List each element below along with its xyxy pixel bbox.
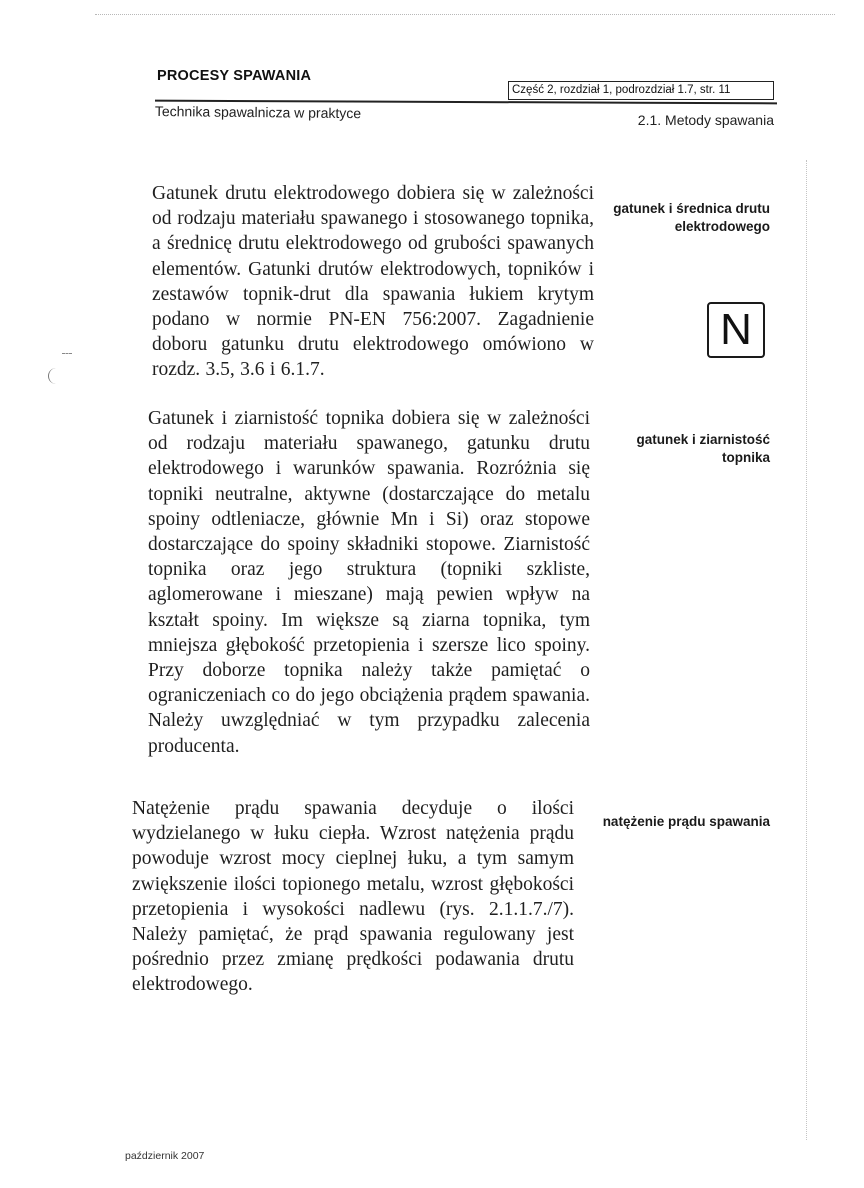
scan-artifact xyxy=(48,368,57,384)
footer-date: październik 2007 xyxy=(125,1150,205,1162)
paragraph-drut-elektrodowy: Gatunek drutu elektrodowego dobiera się w zależności od rodzaju materiału spawanego i stosowanego topnika, a średnicę drutu elektrodowego od grubości spawanych elementów. Gatunki drutów elektrodowych, topników i zestawów topnik-drut dla spawania łukiem krytym podano w normie PN-EN 756:2007. Zagadnienie doboru gatunku drutu elektrodowego omówiono w rozdz. 3.5, 3.6 i 6.1.7. xyxy=(152,183,594,381)
margin-note-drut: gatunek i średnica drutu elektrodowego xyxy=(613,201,770,234)
page-header-subtitle: Technika spawalnicza w praktyce xyxy=(154,103,362,122)
norm-n-icon: N xyxy=(707,302,765,358)
section-title: 2.1. Metody spawania xyxy=(637,112,774,128)
page-reference-box: Część 2, rozdział 1, podrozdział 1.7, str. 11 xyxy=(508,81,774,100)
paragraph-topnik: Gatunek i ziarnistość topnika dobiera się w zależności od rodzaju materiału spawanego, gatunku drutu elektrodowego i warunków spawania. Rozróżnia się topniki neutralne, aktywne (dostarczające do metalu spoiny odtleniacze, głównie Mn i Si) oraz stopowe dostarczające do spoiny składniki stopowe. Ziarnistość topnika oraz jego struktura (topniki szkliste, aglomerowane i mieszane) mają pewien wpływ na kształt spoiny. Im większe są ziarna topnika, tym mniejsza głębokość przetopienia i szersze lico spoiny. Przy doborze topnika należy także pamiętać o ograniczeniach co do jego obciążenia prądem spawania. Należy uwzględniać w tym przypadku zalecenia producenta. xyxy=(148,408,590,757)
scan-edge-top xyxy=(95,14,835,15)
page-header-title: PROCESY SPAWANIA xyxy=(157,68,312,84)
margin-note-topnik: gatunek i ziarnistość topnika xyxy=(636,432,770,465)
margin-note-prad: natężenie prądu spawania xyxy=(602,814,770,829)
paragraph-natezenie-pradu: Natężenie prądu spawania decyduje o ilości wydzielanego w łuku ciepła. Wzrost natężenia prądu powoduje wzrost mocy cieplnej łuku, a tym samym zwiększenie ilości topionego metalu, wzrost głębokości przetopienia i wysokości nadlewu (rys. 2.1.1.7./7). Należy pamiętać, że prąd spawania regulowany jest pośrednio przez zmianę prędkości podawania drutu elektrodowego. xyxy=(132,798,574,996)
scan-edge-right xyxy=(806,160,807,1140)
scan-artifact-dash xyxy=(62,353,72,354)
